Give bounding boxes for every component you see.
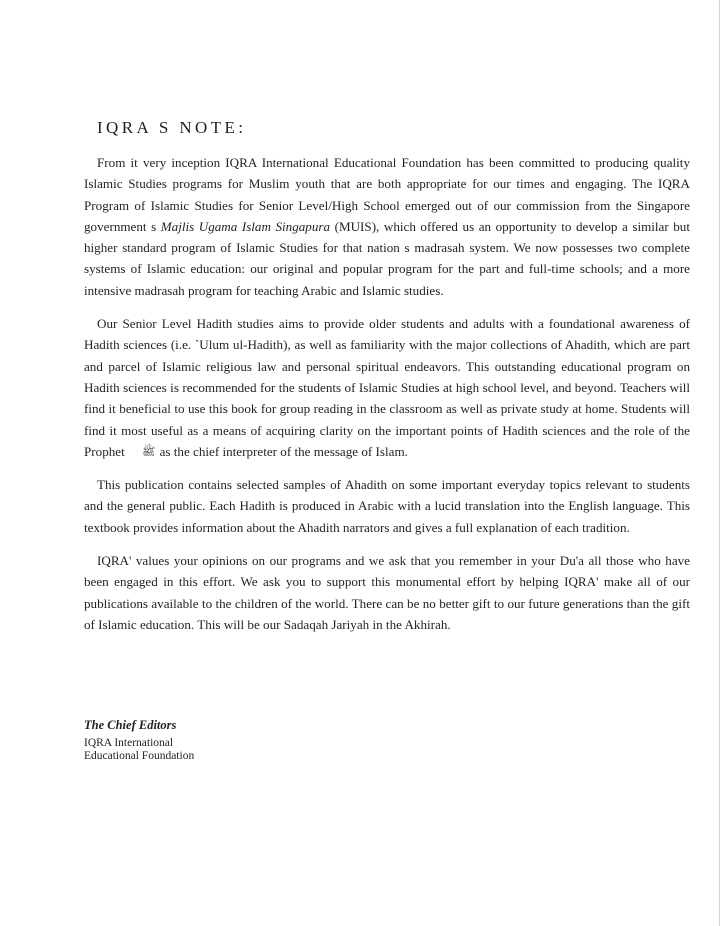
note-body: [84, 152, 690, 647]
paragraph-intro: [84, 152, 690, 301]
paragraph-intro-text-end: (MUIS), which offered us an opportunity to develop a similar but higher standard program of Islamic Studies for that nation s madrasah system. We now possesses two complete systems of Islamic education: our original and popular program for the part and full-time schools; and a more intensive madrasah program for teaching Arabic and Islamic studies.: [84, 218, 690, 298]
signature-org-line-2: Educational Foundation: [84, 749, 195, 762]
signature-title: The Chief Editors: [84, 718, 177, 732]
paragraph-publication: This publication contains selected samples of Ahadith on some important everyday topics relevant to students and the general public. Each Hadith is produced in Arabic with a lucid translation into the English language. This textbook provides information about the Ahadith narrators and gives a full explanation of each tradition.: [84, 477, 690, 535]
paragraph-intro-text-start: From it very inception IQRA International Educational Foundation has been committed to producing quality Islamic Studies programs for Muslim youth that are both appropriate for our times and engaging. The IQRA Program of Islamic Studies for Senior Level/High School emerged out of our commission from the Singapore government s: [84, 155, 690, 234]
salawat-glyph-icon: ﷺ: [142, 445, 156, 458]
paragraph-hadith-text-start: Our Senior Level Hadith studies aims to provide older students and adults with a foundational awareness of Hadith sciences (i.e. `Ulum ul-Hadith), as well as familiarity with the major collections of Ahadith, which are part and parcel of Islamic religious law and personal spiritual endeavors. This outstanding educational program on Hadith sciences is recommended for the students of Islamic Studies at high school level, and beyond. Teachers will find it beneficial to use this book for group reading in the classroom as well as private study at home. Students will find it most useful as a means of acquiring clarity on the important points of Hadith sciences and the role of the Prophet: [84, 316, 690, 459]
signature-org-line-1: IQRA International: [84, 737, 174, 749]
signature-block: [84, 716, 384, 762]
paragraph-hadith-studies: [84, 313, 690, 462]
muis-italic-name: Majlis Ugama Islam Singapura: [160, 218, 331, 234]
paragraph-hadith-text-end: as the chief interpreter of the message of Islam.: [159, 443, 408, 459]
page-heading: IQRA S NOTE:: [97, 118, 247, 137]
paragraph-closing: IQRA' values your opinions on our programs and we ask that you remember in your Du'a all those who have been engaged in this effort. We ask you to support this monumental effort by helping IQRA' make all of our publications available to the children of the world. There can be no better gift to our future generations than the gift of Islamic education. This will be our Sadaqah Jariyah in the Akhirah.: [84, 553, 690, 632]
